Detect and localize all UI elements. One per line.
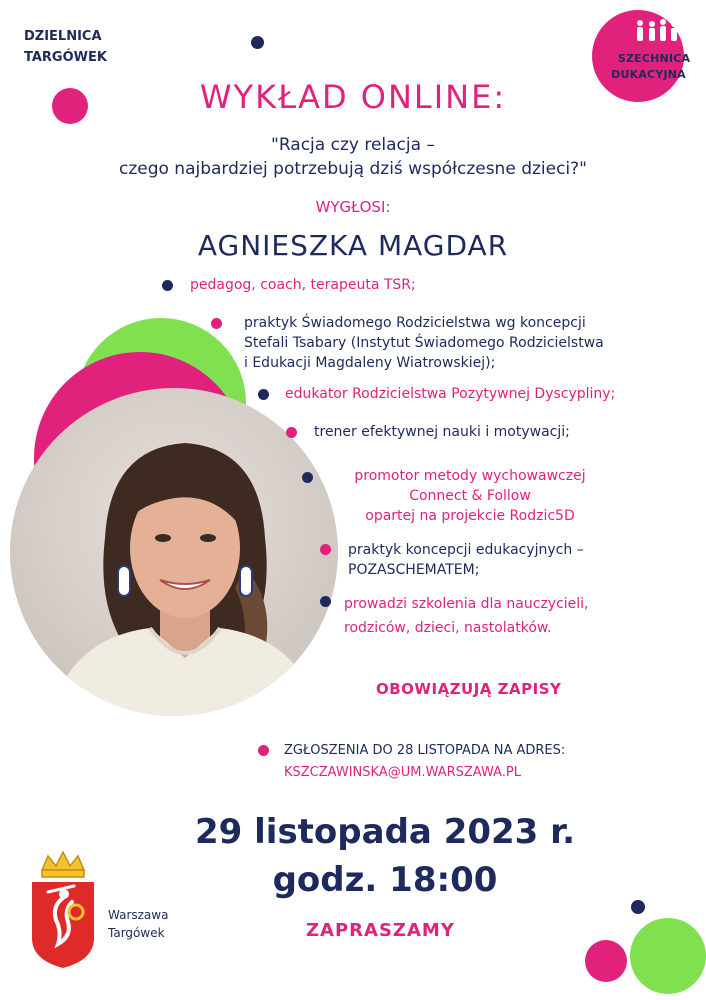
- decor-dot-pink-bottom: [585, 940, 627, 982]
- credential-item-6: [348, 540, 584, 580]
- logo-initial-e: E: [600, 63, 612, 82]
- credential-item-6-line-2: POZASCHEMATEM;: [348, 562, 480, 578]
- credential-item-4: trener efektywnej nauki i motywacji;: [314, 424, 570, 440]
- credential-item-1: pedagog, coach, terapeuta TSR;: [190, 277, 416, 293]
- registration-required: OBOWIĄZUJĄ ZAPISY: [376, 680, 562, 698]
- registration-email-link[interactable]: KSZCZAWINSKA@UM.WARSZAWA.PL: [284, 765, 521, 780]
- bullet-dot: [258, 745, 269, 756]
- credential-item-3: edukator Rodzicielstwa Pozytywnej Dyscypliny;: [285, 386, 616, 402]
- bullet-dot: [211, 318, 222, 329]
- lecture-title: [0, 133, 706, 181]
- credential-item-2-line-2: Stefali Tsabary (Instytut Świadomego Rodzicielstwa: [244, 335, 604, 351]
- credential-item-7-line-2: rodziców, dzieci, nastolatków.: [344, 620, 552, 636]
- city-line-2: Targówek: [108, 926, 165, 940]
- speaker-label: WYGŁOSI:: [315, 198, 391, 216]
- credential-item-5-line-1: promotor metody wychowawczej: [354, 468, 586, 484]
- credential-item-2-line-3: i Edukacji Magdaleny Wiatrowskiej);: [244, 355, 496, 371]
- logo-word-1: SZECHNICA: [617, 52, 691, 65]
- credential-item-5: [310, 466, 630, 526]
- decor-dot-navy-top: [251, 36, 264, 49]
- bullet-dot: [320, 544, 331, 555]
- people-silhouettes-icon: [632, 18, 692, 48]
- lecture-title-line-1: "Racja czy relacja –: [271, 135, 435, 155]
- credential-item-6-line-1: praktyk koncepcji edukacyjnych –: [348, 542, 584, 558]
- invitation-text: ZAPRASZAMY: [306, 920, 455, 941]
- bullet-dot: [320, 596, 331, 607]
- credential-item-5-line-3: opartej na projekcie Rodzic5D: [365, 508, 575, 524]
- decor-dot-green-bottom: [630, 918, 706, 994]
- event-time: godz. 18:00: [272, 860, 498, 900]
- lecture-title-line-2: czego najbardziej potrzebują dziś współczesne dzieci?": [118, 159, 587, 179]
- district-line-1: DZIELNICA: [24, 29, 102, 44]
- district-label: [24, 26, 107, 68]
- district-line-2: TARGÓWEK: [24, 50, 107, 65]
- registration-deadline: ZGŁOSZENIA DO 28 LISTOPADA NA ADRES:: [284, 743, 566, 758]
- speaker-name: AGNIESZKA MAGDAR: [197, 229, 509, 262]
- city-line-1: Warszawa: [108, 908, 169, 922]
- bullet-dot: [258, 389, 269, 400]
- credential-item-7: [344, 592, 589, 640]
- bullet-dot: [162, 280, 173, 291]
- lecture-headline: WYKŁAD ONLINE:: [199, 78, 507, 116]
- registration-info: [284, 740, 565, 784]
- credential-item-5-line-2: Connect & Follow: [409, 488, 531, 504]
- credential-item-2: [244, 313, 604, 373]
- warsaw-targowek-label: [108, 906, 168, 942]
- credential-item-2-line-1: praktyk Świadomego Rodzicielstwa wg koncepcji: [244, 315, 586, 331]
- warsaw-coat-of-arms-icon: [28, 846, 98, 970]
- credential-item-7-line-1: prowadzi szkolenia dla nauczycieli,: [344, 596, 589, 612]
- logo-word-2: DUKACYJNA: [611, 68, 686, 81]
- event-date: 29 listopada 2023 r.: [194, 812, 575, 852]
- bullet-dot: [286, 427, 297, 438]
- logo-initial-w: W: [600, 47, 618, 66]
- event-datetime: [0, 808, 706, 904]
